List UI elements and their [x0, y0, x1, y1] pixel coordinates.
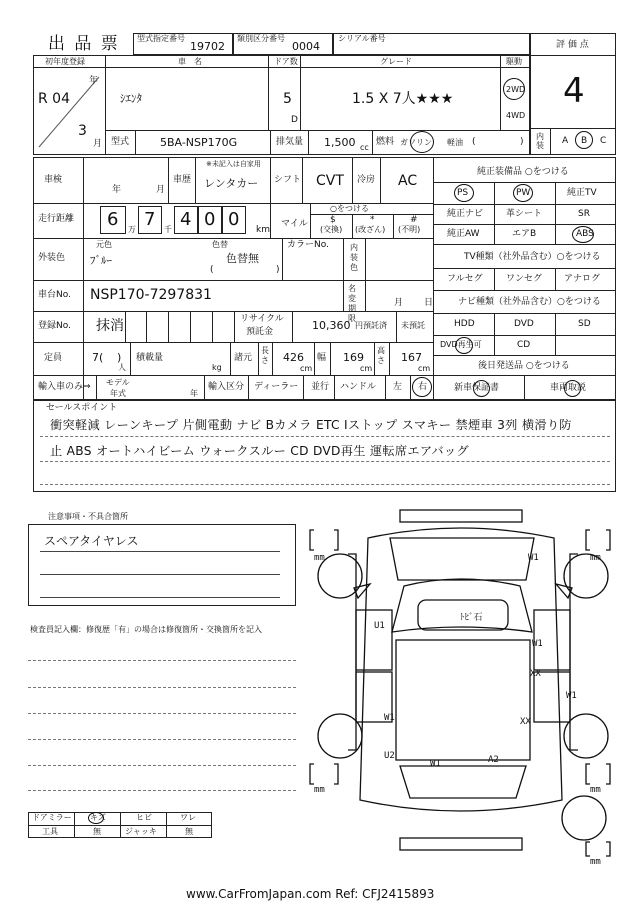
- tv-fullseg: フルセグ: [447, 274, 483, 284]
- length-label: 長さ: [261, 346, 269, 365]
- notes-line-1: スペアタイヤレス: [44, 534, 139, 548]
- handle-right: 右: [418, 382, 428, 392]
- footer-ref: www.CarFromJapan.com Ref: CFJ2415893: [186, 887, 435, 901]
- load-label: 積載量: [136, 353, 164, 363]
- light-oil-label: 軽油: [447, 138, 463, 147]
- first-reg-year-unit: 年: [89, 76, 99, 86]
- chassis-label: 車台No.: [38, 290, 71, 300]
- mm-label-fr: mm: [590, 553, 601, 563]
- displacement-label: 排気量: [276, 137, 304, 147]
- handle-left: 左: [393, 382, 403, 392]
- mirror-h2: ヒビ: [136, 813, 152, 822]
- fuel-value: ガソリン: [400, 138, 432, 147]
- mm-label-fl: mm: [314, 553, 325, 563]
- category-no: 0004: [292, 40, 320, 53]
- inspector-label: 検査員記入欄：修復歴「有」の場合は修復箇所・交換箇所を記入: [30, 625, 262, 634]
- length-value: 426: [283, 351, 304, 364]
- handle-label: ハンドル: [340, 382, 377, 392]
- interior-label: 内装: [536, 132, 544, 150]
- recycle-unpaid: 未預託: [401, 321, 425, 330]
- mileage-unit-man: 万: [128, 225, 136, 234]
- color-changed-label: 色替: [212, 240, 228, 249]
- mileage-sym2: *: [370, 215, 375, 225]
- color-label: 外装色: [38, 253, 66, 263]
- history-label: 車歴: [173, 175, 192, 185]
- mm-label-spare: mm: [590, 857, 601, 867]
- ac-label: 冷房: [357, 175, 376, 185]
- inspection-year-unit: 年: [112, 185, 122, 195]
- mark-left-front-u1: U1: [374, 621, 385, 631]
- load-unit: kg: [212, 363, 222, 372]
- drive-2wd: 2WD: [506, 85, 526, 94]
- mirror-r0: 工具: [42, 827, 58, 836]
- mileage-digit-3: 4: [180, 209, 192, 230]
- mark-left-u2: U2: [384, 751, 395, 761]
- mark-right-xx-1: XX: [530, 669, 541, 679]
- color-paren-close: ): [276, 265, 280, 275]
- navi-dvd: DVD: [514, 319, 534, 329]
- navi-sd: SD: [578, 319, 591, 329]
- mirror-h3: ワレ: [180, 813, 196, 822]
- grade-value: 1.5 X 7人★★★: [352, 91, 454, 107]
- name-period-label: 名変期限: [348, 284, 356, 323]
- fuel-label: 燃料: [376, 137, 395, 147]
- tv-oneseg: ワンセグ: [506, 274, 543, 284]
- color-original-label: 元色: [96, 240, 112, 249]
- std-equip-title: 純正装備品 ○をつける: [477, 167, 569, 177]
- mileage-digit-2: 7: [144, 209, 156, 230]
- mm-label-rl: mm: [314, 785, 325, 795]
- fuel-circle: [410, 131, 434, 153]
- name-period-month: 月: [394, 298, 404, 308]
- mileage-digit-4: 0: [204, 209, 216, 230]
- fuel-paren-open: (: [472, 137, 476, 147]
- shift-value: CVT: [316, 173, 344, 189]
- recycle-value: 10,360: [312, 319, 351, 332]
- length-cm: cm: [300, 364, 313, 373]
- page-title: 出 品 票: [48, 34, 120, 54]
- mirror-r2: ジャッキ: [125, 827, 157, 836]
- recycle-label-2: 預託金: [246, 327, 274, 337]
- shift-label: シフト: [274, 175, 302, 185]
- equip-leather: 革シート: [506, 209, 543, 219]
- height-label: 高さ: [377, 346, 385, 365]
- mileage-digit-1: 6: [107, 209, 119, 230]
- import-model-year-1: モデル: [106, 378, 130, 387]
- equip-tv: 純正TV: [567, 188, 597, 198]
- mark-windshield-chip: ﾄﾋﾞ石: [460, 613, 483, 623]
- mileage-circle-note: ○をつける: [330, 204, 369, 213]
- chassis-value: NSP170-7297831: [90, 287, 212, 303]
- equip-sr: SR: [578, 209, 590, 219]
- docs-manual: 車両取説: [550, 383, 587, 393]
- interior-color-label: 内装色: [350, 243, 358, 272]
- drive-4wd: 4WD: [506, 111, 526, 120]
- mark-right-xx-2: XX: [520, 717, 531, 727]
- mark-left-rear-w1: W1: [384, 713, 395, 723]
- mileage-digit-5: 0: [228, 209, 240, 230]
- equip-ps-circle: [454, 184, 474, 202]
- interior-b-circle: [575, 131, 593, 149]
- serial-label: シリアル番号: [338, 34, 386, 43]
- sales-line-2: 止 ABS オートハイビーム ウォークスルー CD DVD再生 運転席エアバッグ: [50, 444, 469, 458]
- equip-abs-circle: [572, 226, 594, 243]
- capacity-close: ): [117, 351, 122, 364]
- inspection-month-unit: 月: [156, 185, 166, 195]
- history-value: レンタカー: [204, 177, 259, 190]
- interior-b: B: [581, 136, 588, 146]
- ac-value: AC: [398, 173, 418, 189]
- first-reg-month-unit: 月: [93, 139, 103, 149]
- type-value: 5BA-NSP170G: [160, 136, 238, 149]
- history-note: ※未記入は自家用: [206, 160, 261, 168]
- import-year-unit: 年: [190, 389, 198, 398]
- docs-title: 後日発送品 ○をつける: [478, 361, 570, 371]
- name-period-day: 日: [424, 298, 434, 308]
- score-value: 4: [563, 71, 585, 111]
- width-cm: cm: [360, 364, 373, 373]
- mark-right-front-w1: W1: [532, 639, 543, 649]
- model-cert-label: 型式指定番号: [137, 34, 185, 43]
- equip-abs: ABS: [576, 229, 594, 239]
- door-suffix: D: [291, 115, 298, 125]
- capacity-value: 7(: [92, 351, 104, 364]
- sales-line-1: 衝突軽減 レーンキープ 片側電動 ナビ Bカメラ ETC Iストップ スマキー 禁煙車 3列 横滑り防: [50, 418, 572, 432]
- mark-right-fender-w1: W1: [566, 691, 577, 701]
- docs-manual-circle: [564, 380, 581, 397]
- doors-label: ドア数: [274, 57, 298, 66]
- mileage-unit-sen: 千: [164, 225, 172, 234]
- import-dealer: ディーラー: [254, 382, 299, 392]
- interior-a: A: [562, 136, 569, 146]
- color-changed: 色替無: [226, 252, 259, 265]
- mark-front-w1: W1: [528, 553, 539, 563]
- height-cm: cm: [418, 364, 431, 373]
- type-label: 型式: [111, 137, 130, 147]
- equip-aw: 純正AW: [447, 229, 480, 239]
- mirror-r1: 無: [93, 827, 101, 836]
- car-diagram: [300, 500, 630, 870]
- mileage-label: 走行距離: [38, 214, 75, 224]
- height-value: 167: [401, 351, 422, 364]
- color-paren-open: (: [210, 265, 214, 275]
- navi-title: ナビ種類（社外品含む）○をつける: [458, 297, 601, 307]
- car-name: ｼｴﾝﾀ: [120, 92, 142, 105]
- mirror-h0: ドアミラー: [32, 813, 72, 822]
- equip-airbag: エアB: [512, 229, 537, 239]
- mark-rear-w1: W1: [430, 759, 441, 769]
- mileage-sym2-note: (改ざん): [355, 225, 386, 234]
- inspection-label: 車検: [44, 175, 63, 185]
- width-label: 幅: [317, 353, 327, 363]
- import-parallel: 並行: [311, 382, 330, 392]
- doors-value: 5: [283, 91, 292, 107]
- navi-hdd: HDD: [454, 319, 475, 329]
- score-label: 評 価 点: [556, 40, 589, 50]
- mirror-r3: 無: [185, 827, 193, 836]
- capacity-label: 定員: [44, 353, 63, 363]
- mileage-sym3-note: (不明): [398, 225, 421, 234]
- first-reg-label: 初年度登録: [45, 57, 85, 66]
- import-class-label: 輸入区分: [208, 382, 245, 392]
- category-label: 類別区分番号: [237, 34, 285, 43]
- displacement-unit: cc: [360, 143, 369, 152]
- color-no-label: カラーNo.: [287, 240, 329, 250]
- mirror-h1: キズ: [90, 813, 106, 822]
- sales-label: セールスポイント: [46, 403, 118, 413]
- notes-label: 注意事項・不具合箇所: [48, 512, 128, 521]
- tv-title: TV種類（社外品含む）○をつける: [464, 252, 601, 262]
- import-label: 輸入車のみ⇒: [38, 382, 91, 392]
- capacity-unit: 人: [118, 363, 126, 372]
- registration-label: 登録No.: [38, 321, 71, 331]
- import-model-year-2: 年式: [110, 389, 126, 398]
- recycle-label-1: リサイクル: [240, 314, 284, 324]
- equip-ps: PS: [457, 188, 469, 198]
- navi-dvd-play-circle: [455, 337, 473, 354]
- displacement-value: 1,500: [324, 136, 356, 149]
- equip-pw-circle: [513, 184, 533, 202]
- drive-label: 駆動: [506, 57, 522, 66]
- mileage-mile: マイル: [281, 219, 308, 229]
- grade-label: グレード: [380, 57, 412, 66]
- navi-dvd-play: DVD再生可: [440, 340, 482, 349]
- car-name-label: 車 名: [178, 57, 202, 66]
- first-reg-era: R 04: [38, 91, 70, 107]
- mark-rear-a2: A2: [488, 755, 499, 765]
- first-reg-month: 3: [78, 123, 87, 139]
- fuel-paren-close: ): [520, 137, 524, 147]
- tv-analog: アナログ: [564, 274, 601, 284]
- equip-pw: PW: [516, 188, 531, 198]
- mileage-unit-km: km: [256, 225, 270, 235]
- mirror-scratch-circle: [88, 812, 104, 824]
- drive-2wd-circle: [503, 78, 525, 100]
- mileage-sym3: #: [410, 215, 418, 225]
- docs-warranty: 新車保証書: [454, 383, 500, 393]
- dims-label: 諸元: [234, 353, 253, 363]
- mileage-sym1: $: [330, 215, 336, 225]
- width-value: 169: [343, 351, 364, 364]
- color-original: ﾌﾞﾙｰ: [90, 254, 112, 267]
- recycle-suffix: 円預託済: [355, 321, 387, 330]
- docs-warranty-circle: [473, 380, 490, 397]
- model-cert-no: 19702: [190, 40, 225, 53]
- handle-right-circle: [412, 377, 432, 397]
- registration-value: 抹消: [96, 318, 124, 334]
- interior-c: C: [600, 136, 607, 146]
- equip-navi: 純正ナビ: [447, 209, 484, 219]
- navi-cd: CD: [517, 340, 531, 350]
- mm-label-rr: mm: [590, 785, 601, 795]
- mileage-sym1-note: (交換): [320, 225, 343, 234]
